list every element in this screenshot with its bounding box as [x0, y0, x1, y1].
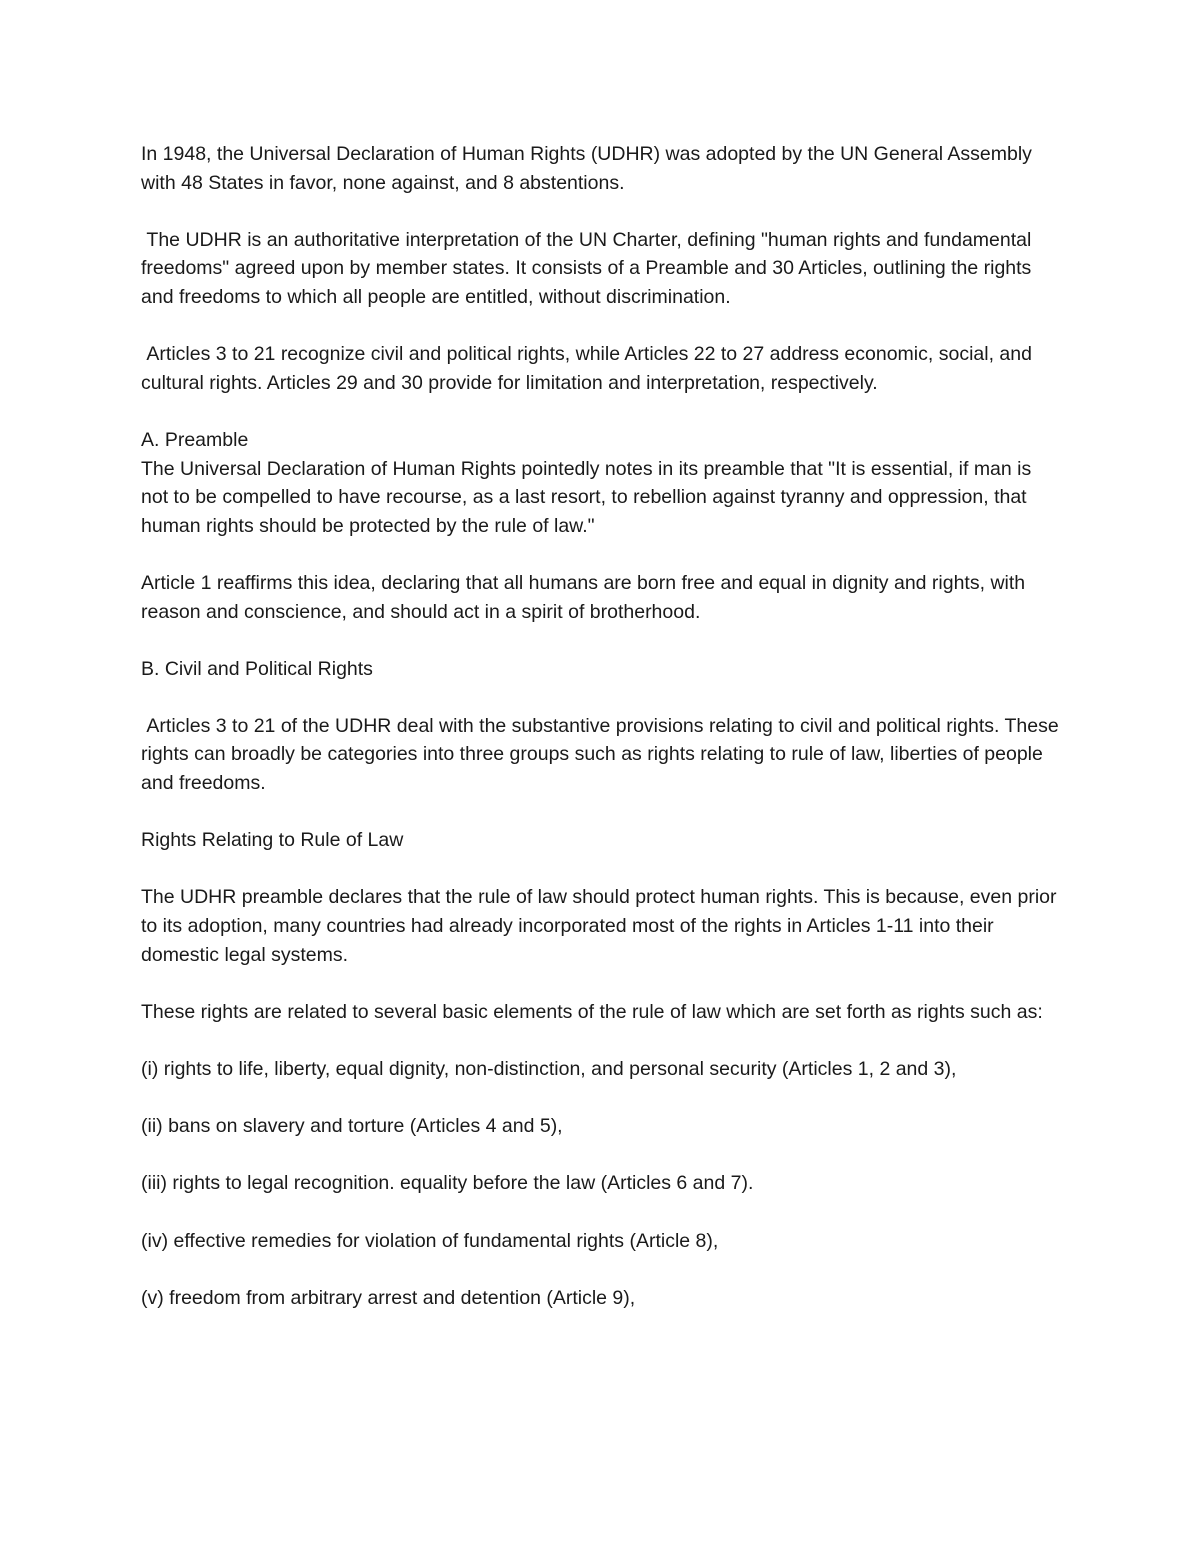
list-item-i: (i) rights to life, liberty, equal dignity, non-distinction, and personal security (Articles 1, 2 and 3), [141, 1058, 957, 1080]
list-item-iv: (iv) effective remedies for violation of fundamental rights (Article 8), [141, 1229, 719, 1252]
heading-preamble: A. Preamble [141, 428, 249, 451]
paragraph-article-1: Article 1 reaffirms this idea, declaring that all humans are born free and equal in dignity and rights, with reason and conscience, and should act in a spirit of brotherhood. [141, 571, 1031, 623]
paragraph-basic-elements: These rights are related to several basic elements of the rule of law which are set forth as rights such as: [141, 1000, 1043, 1023]
paragraph-preamble: The Universal Declaration of Human Rights pointedly notes in its preamble that "It is essential, if man is not to be compelled to have recourse, as a last resort, to rebellion against tyranny and oppression, that human rights should be protected by the rule of law." [141, 457, 1037, 537]
paragraph-udhr-interpretation: The UDHR is an authoritative interpretation of the UN Charter, defining "human rights and fundamental freedoms" agreed upon by member states. It consists of a Preamble and 30 Articles, outlining the rights and freedoms to which all people are entitled, without discrimination. [141, 228, 1037, 308]
paragraph-rule-of-law: The UDHR preamble declares that the rule of law should protect human rights. This is because, even prior to its adoption, many countries had already incorporated most of the rights in Articles 1-11 into their domestic legal systems. [141, 886, 1062, 966]
list-item-iii: (iii) rights to legal recognition. equality before the law (Articles 6 and 7). [141, 1172, 754, 1195]
paragraph-articles-3-21: Articles 3 to 21 of the UDHR deal with the substantive provisions relating to civil and political rights. These rights can broadly be categories into three groups such as rights relating to rule of law, liberties of people and freedoms. [141, 714, 1065, 795]
list-item-v: (v) freedom from arbitrary arrest and detention (Article 9), [141, 1286, 636, 1309]
heading-rule-of-law: Rights Relating to Rule of Law [141, 829, 404, 852]
document-body [141, 140, 1065, 1341]
heading-civil-political-rights: B. Civil and Political Rights [141, 657, 373, 680]
paragraph-articles-overview: Articles 3 to 21 recognize civil and political rights, while Articles 22 to 27 address economic, social, and cultural rights. Articles 29 and 30 provide for limitation and interpretation, respectively. [141, 343, 1038, 394]
paragraph-udhr-adoption: In 1948, the Universal Declaration of Human Rights (UDHR) was adopted by the UN General Assembly with 48 States in favor, none against, and 8 abstentions. [141, 143, 1038, 194]
list-item-ii: (ii) bans on slavery and torture (Articles 4 and 5), [141, 1115, 563, 1138]
